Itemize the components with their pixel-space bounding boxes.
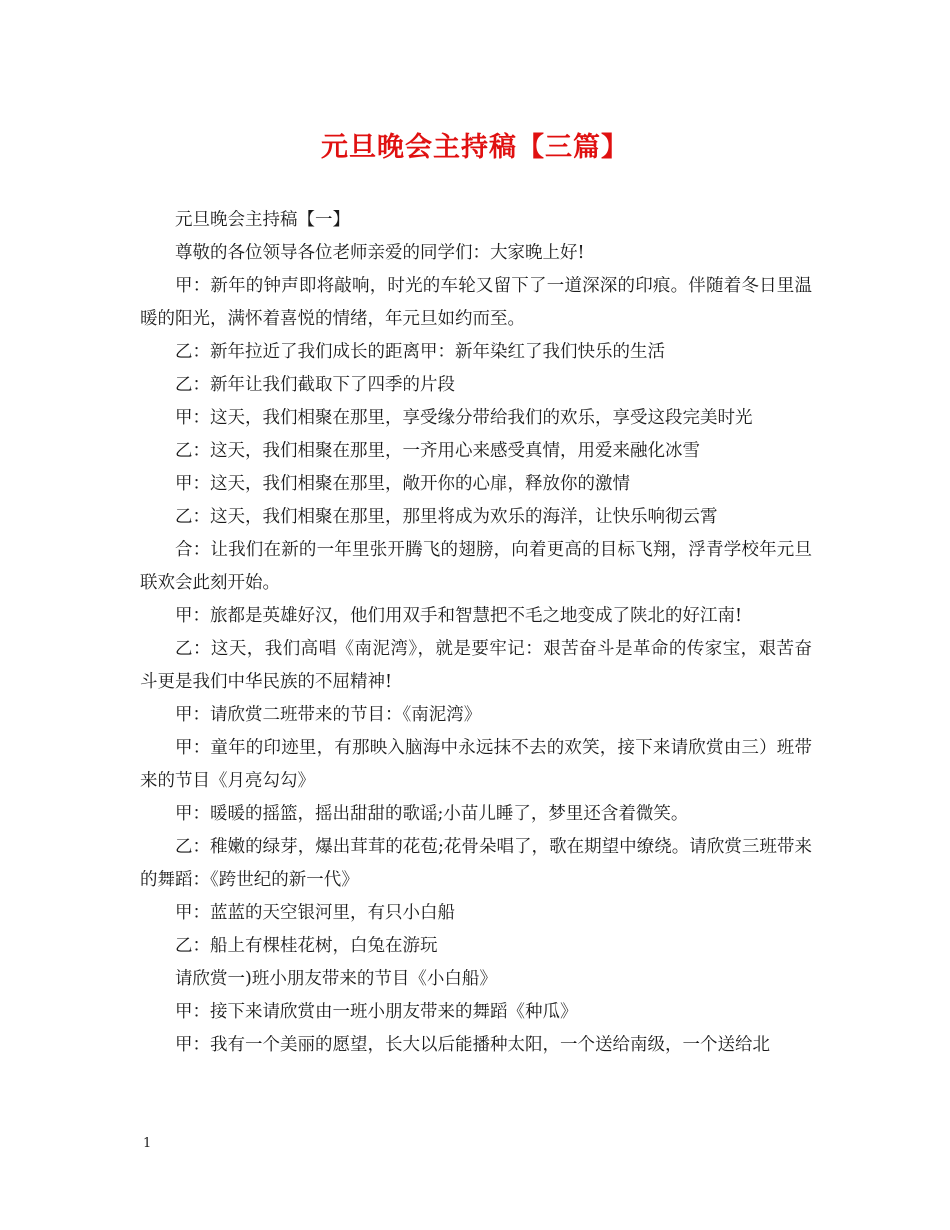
paragraph: 乙：船上有棵桂花树，白兔在游玩 (175, 936, 438, 956)
paragraph: 乙：这天，我们相聚在那里，一齐用心来感受真情，用爱来融化冰雪 (175, 441, 700, 461)
paragraph: 甲：接下来请欣赏由一班小朋友带来的舞蹈《种瓜》 (175, 1002, 578, 1022)
paragraph: 元旦晚会主持稿【一】 (175, 210, 350, 230)
paragraph: 乙：新年让我们截取下了四季的片段 (175, 375, 455, 395)
paragraph: 甲：请欣赏二班带来的节目：《南泥湾》 (175, 705, 482, 725)
document-title: 元旦晚会主持稿【三篇】 (321, 132, 629, 163)
paragraph: 乙：这天，我们高唱《南泥湾》，就是要牢记：艰苦奋斗是革命的传家宝，艰苦奋斗更是我们中华民族的不屈精神! (140, 639, 812, 692)
paragraph: 合：让我们在新的一年里张开腾飞的翅膀，向着更高的目标飞翔，浮青学校年元旦联欢会此刻开始。 (140, 540, 812, 593)
paragraph: 乙：这天，我们相聚在那里，那里将成为欢乐的海洋，让快乐响彻云霄 (175, 507, 718, 527)
paragraph: 甲：我有一个美丽的愿望，长大以后能播种太阳，一个送给南级，一个送给北 (175, 1035, 770, 1055)
paragraph: 甲：旅都是英雄好汉，他们用双手和智慧把不毛之地变成了陕北的好江南! (175, 606, 743, 626)
paragraph: 请欣赏一)班小朋友带来的节目《小白船》 (175, 969, 497, 989)
paragraph: 甲：蓝蓝的天空银河里，有只小白船 (175, 903, 455, 923)
paragraph: 甲：这天，我们相聚在那里，享受缘分带给我们的欢乐，享受这段完美时光 (175, 408, 753, 428)
paragraph: 尊敬的各位领导各位老师亲爱的同学们：大家晚上好! (175, 243, 585, 263)
document-body (140, 204, 812, 1062)
paragraph: 乙：稚嫩的绿芽，爆出茸茸的花苞;花骨朵唱了，歌在期望中缭绕。请欣赏三班带来的舞蹈：《跨世纪的新一代》 (140, 837, 812, 890)
paragraph: 甲：暖暖的摇篮，摇出甜甜的歌谣;小苗儿睡了，梦里还含着微笑。 (175, 804, 689, 824)
paragraph: 乙：新年拉近了我们成长的距离甲：新年染红了我们快乐的生活 (175, 342, 665, 362)
paragraph: 甲：童年的印迹里，有那映入脑海中永远抹不去的欢笑，接下来请欣赏由三）班带来的节目《月亮勾勾》 (140, 738, 812, 791)
page-number: 1 (143, 1136, 152, 1151)
paragraph: 甲：新年的钟声即将敲响，时光的车轮又留下了一道深深的印痕。伴随着冬日里温暖的阳光，满怀着喜悦的情绪，年元旦如约而至。 (140, 276, 812, 329)
paragraph: 甲：这天，我们相聚在那里，敞开你的心扉，释放你的激情 (175, 474, 630, 494)
